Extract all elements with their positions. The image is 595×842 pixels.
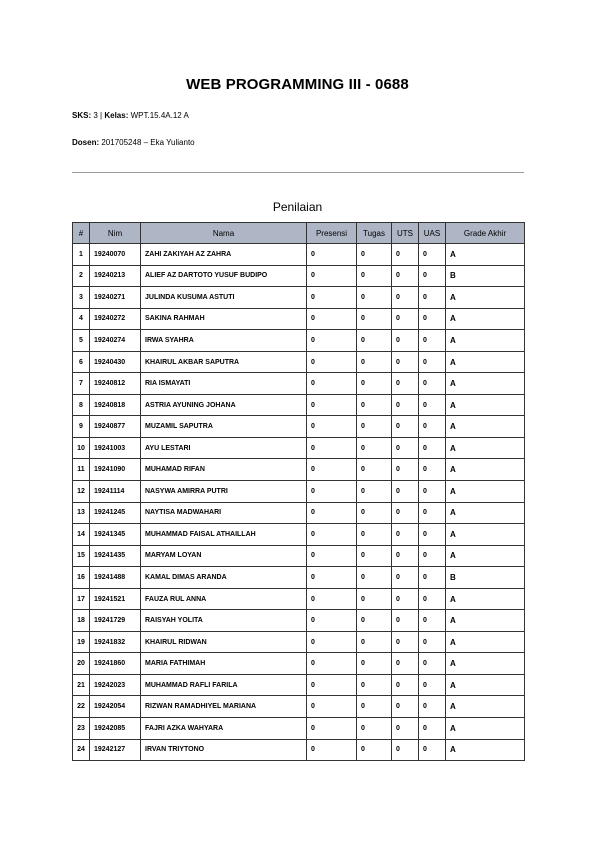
nama-cell: KAMAL DIMAS ARANDA [141,567,307,589]
grade-cell: A [446,524,525,546]
presensi-cell: 0 [307,610,357,632]
lecturer-meta [72,138,195,147]
kelas-label: Kelas: [104,111,129,120]
tugas-cell: 0 [357,308,392,330]
tugas-cell: 0 [357,610,392,632]
tugas-cell: 0 [357,437,392,459]
uts-cell: 0 [392,502,419,524]
table-row [73,502,525,524]
uas-cell: 0 [419,674,446,696]
row-number: 1 [73,244,90,266]
nama-cell: MARIA FATHIMAH [141,653,307,675]
uts-cell: 0 [392,481,419,503]
nama-cell: NAYTISA MADWAHARI [141,502,307,524]
grade-cell: A [446,718,525,740]
tugas-cell: 0 [357,481,392,503]
grade-cell: B [446,265,525,287]
presensi-cell: 0 [307,416,357,438]
nama-cell: FAJRI AZKA WAHYARA [141,718,307,740]
row-number: 8 [73,394,90,416]
tugas-cell: 0 [357,588,392,610]
nama-cell: ZAHI ZAKIYAH AZ ZAHRA [141,244,307,266]
uts-cell: 0 [392,330,419,352]
grade-cell: A [446,545,525,567]
grade-cell: A [446,351,525,373]
presensi-cell: 0 [307,437,357,459]
grade-cell: A [446,481,525,503]
presensi-cell: 0 [307,287,357,309]
uas-cell: 0 [419,459,446,481]
grade-cell: A [446,653,525,675]
tugas-cell: 0 [357,696,392,718]
tugas-cell: 0 [357,244,392,266]
sks-label: SKS: [72,111,92,120]
uts-cell: 0 [392,394,419,416]
sks-value: 3 | [93,111,105,120]
dosen-label: Dosen: [72,138,100,147]
presensi-cell: 0 [307,696,357,718]
uts-cell: 0 [392,459,419,481]
uts-cell: 0 [392,416,419,438]
table-row [73,610,525,632]
nim-cell: 19241114 [90,481,141,503]
table-row [73,588,525,610]
tugas-cell: 0 [357,674,392,696]
tugas-cell: 0 [357,394,392,416]
uts-cell: 0 [392,545,419,567]
nama-cell: KHAIRUL RIDWAN [141,631,307,653]
nama-cell: ASTRIA AYUNING JOHANA [141,394,307,416]
course-meta [72,111,189,120]
table-row [73,373,525,395]
col-header-tugas: Tugas [357,223,392,244]
uas-cell: 0 [419,394,446,416]
col-header-presensi: Presensi [307,223,357,244]
grade-cell: B [446,567,525,589]
nama-cell: IRVAN TRIYTONO [141,739,307,761]
nama-cell: RIZWAN RAMADHIYEL MARIANA [141,696,307,718]
presensi-cell: 0 [307,631,357,653]
row-number: 2 [73,265,90,287]
col-header-uts: UTS [392,223,419,244]
uas-cell: 0 [419,287,446,309]
row-number: 18 [73,610,90,632]
table-row [73,674,525,696]
tugas-cell: 0 [357,718,392,740]
page-title: WEB PROGRAMMING III - 0688 [186,76,409,93]
col-header-nama: Nama [141,223,307,244]
nama-cell: MUHAMMAD RAFLI FARILA [141,674,307,696]
tugas-cell: 0 [357,653,392,675]
uts-cell: 0 [392,718,419,740]
presensi-cell: 0 [307,524,357,546]
presensi-cell: 0 [307,739,357,761]
row-number: 13 [73,502,90,524]
table-row [73,330,525,352]
grade-cell: A [446,631,525,653]
table-row [73,459,525,481]
uts-cell: 0 [392,351,419,373]
uas-cell: 0 [419,244,446,266]
nama-cell: MUHAMMAD FAISAL ATHAILLAH [141,524,307,546]
table-row [73,739,525,761]
tugas-cell: 0 [357,416,392,438]
uts-cell: 0 [392,287,419,309]
nama-cell: SAKINA RAHMAH [141,308,307,330]
kelas-value: WPT.15.4A.12 A [130,111,189,120]
uts-cell: 0 [392,244,419,266]
tugas-cell: 0 [357,524,392,546]
uts-cell: 0 [392,674,419,696]
nama-cell: IRWA SYAHRA [141,330,307,352]
uas-cell: 0 [419,739,446,761]
row-number: 9 [73,416,90,438]
uts-cell: 0 [392,437,419,459]
uts-cell: 0 [392,696,419,718]
presensi-cell: 0 [307,308,357,330]
uas-cell: 0 [419,416,446,438]
row-number: 4 [73,308,90,330]
uts-cell: 0 [392,631,419,653]
table-row [73,481,525,503]
nim-cell: 19240274 [90,330,141,352]
section-title: Penilaian [272,200,323,214]
col-header-grade: Grade Akhir [446,223,525,244]
nama-cell: KHAIRUL AKBAR SAPUTRA [141,351,307,373]
uts-cell: 0 [392,524,419,546]
tugas-cell: 0 [357,567,392,589]
nama-cell: MUZAMIL SAPUTRA [141,416,307,438]
uas-cell: 0 [419,588,446,610]
table-row [73,244,525,266]
presensi-cell: 0 [307,265,357,287]
nama-cell: NASYWA AMIRRA PUTRI [141,481,307,503]
uts-cell: 0 [392,373,419,395]
uas-cell: 0 [419,437,446,459]
nim-cell: 19241090 [90,459,141,481]
grade-cell: A [446,437,525,459]
uas-cell: 0 [419,545,446,567]
table-row [73,287,525,309]
grade-cell: A [446,330,525,352]
presensi-cell: 0 [307,351,357,373]
uas-cell: 0 [419,718,446,740]
nim-cell: 19242023 [90,674,141,696]
grade-cell: A [446,674,525,696]
row-number: 14 [73,524,90,546]
row-number: 10 [73,437,90,459]
table-row [73,653,525,675]
uas-cell: 0 [419,351,446,373]
nim-cell: 19241003 [90,437,141,459]
grade-cell: A [446,308,525,330]
nim-cell: 19241345 [90,524,141,546]
divider [72,172,524,173]
nim-cell: 19241832 [90,631,141,653]
nim-cell: 19240430 [90,351,141,373]
grade-cell: A [446,287,525,309]
uas-cell: 0 [419,631,446,653]
tugas-cell: 0 [357,502,392,524]
table-row [73,416,525,438]
table-row [73,351,525,373]
nama-cell: AYU LESTARI [141,437,307,459]
row-number: 15 [73,545,90,567]
presensi-cell: 0 [307,481,357,503]
table-row [73,308,525,330]
uas-cell: 0 [419,567,446,589]
tugas-cell: 0 [357,351,392,373]
tugas-cell: 0 [357,330,392,352]
grade-cell: A [446,394,525,416]
grade-cell: A [446,739,525,761]
table-row [73,545,525,567]
grade-cell: A [446,610,525,632]
table-row [73,524,525,546]
table-row [73,567,525,589]
presensi-cell: 0 [307,718,357,740]
tugas-cell: 0 [357,459,392,481]
row-number: 23 [73,718,90,740]
grade-cell: A [446,373,525,395]
row-number: 20 [73,653,90,675]
nama-cell: MUHAMAD RIFAN [141,459,307,481]
presensi-cell: 0 [307,567,357,589]
presensi-cell: 0 [307,244,357,266]
row-number: 5 [73,330,90,352]
nim-cell: 19241488 [90,567,141,589]
nim-cell: 19240272 [90,308,141,330]
presensi-cell: 0 [307,674,357,696]
col-header-uas: UAS [419,223,446,244]
nim-cell: 19240818 [90,394,141,416]
tugas-cell: 0 [357,545,392,567]
nim-cell: 19240070 [90,244,141,266]
uts-cell: 0 [392,265,419,287]
uas-cell: 0 [419,373,446,395]
table-header-row [73,223,525,244]
uas-cell: 0 [419,524,446,546]
col-header-nim: Nim [90,223,141,244]
tugas-cell: 0 [357,631,392,653]
row-number: 19 [73,631,90,653]
nim-cell: 19242127 [90,739,141,761]
table-row [73,394,525,416]
table-row [73,631,525,653]
uts-cell: 0 [392,610,419,632]
presensi-cell: 0 [307,459,357,481]
tugas-cell: 0 [357,287,392,309]
uas-cell: 0 [419,481,446,503]
uas-cell: 0 [419,610,446,632]
nim-cell: 19241521 [90,588,141,610]
nim-cell: 19240812 [90,373,141,395]
uts-cell: 0 [392,588,419,610]
presensi-cell: 0 [307,373,357,395]
table-row [73,718,525,740]
presensi-cell: 0 [307,588,357,610]
grade-cell: A [446,459,525,481]
row-number: 3 [73,287,90,309]
table-row [73,265,525,287]
uts-cell: 0 [392,308,419,330]
col-header-number: # [73,223,90,244]
presensi-cell: 0 [307,394,357,416]
uas-cell: 0 [419,330,446,352]
grade-cell: A [446,244,525,266]
row-number: 11 [73,459,90,481]
nama-cell: JULINDA KUSUMA ASTUTI [141,287,307,309]
dosen-value: 201705248 – Eka Yulianto [101,138,195,147]
table-row [73,437,525,459]
grade-cell: A [446,416,525,438]
row-number: 22 [73,696,90,718]
uts-cell: 0 [392,567,419,589]
table-row [73,696,525,718]
grades-table [72,222,525,761]
uts-cell: 0 [392,739,419,761]
nim-cell: 19240213 [90,265,141,287]
row-number: 6 [73,351,90,373]
row-number: 7 [73,373,90,395]
uas-cell: 0 [419,653,446,675]
nama-cell: ALIEF AZ DARTOTO YUSUF BUDIPO [141,265,307,287]
uas-cell: 0 [419,696,446,718]
uts-cell: 0 [392,653,419,675]
presensi-cell: 0 [307,545,357,567]
tugas-cell: 0 [357,373,392,395]
nim-cell: 19241245 [90,502,141,524]
grade-cell: A [446,696,525,718]
presensi-cell: 0 [307,502,357,524]
row-number: 21 [73,674,90,696]
nama-cell: RAISYAH YOLITA [141,610,307,632]
nim-cell: 19241860 [90,653,141,675]
tugas-cell: 0 [357,265,392,287]
row-number: 17 [73,588,90,610]
nama-cell: MARYAM LOYAN [141,545,307,567]
nim-cell: 19240271 [90,287,141,309]
tugas-cell: 0 [357,739,392,761]
row-number: 24 [73,739,90,761]
nim-cell: 19242054 [90,696,141,718]
uas-cell: 0 [419,265,446,287]
row-number: 16 [73,567,90,589]
uas-cell: 0 [419,308,446,330]
row-number: 12 [73,481,90,503]
presensi-cell: 0 [307,653,357,675]
nim-cell: 19242085 [90,718,141,740]
uas-cell: 0 [419,502,446,524]
grade-cell: A [446,502,525,524]
grade-cell: A [446,588,525,610]
nama-cell: RIA ISMAYATI [141,373,307,395]
nim-cell: 19240877 [90,416,141,438]
nim-cell: 19241729 [90,610,141,632]
nama-cell: FAUZA RUL ANNA [141,588,307,610]
nim-cell: 19241435 [90,545,141,567]
presensi-cell: 0 [307,330,357,352]
